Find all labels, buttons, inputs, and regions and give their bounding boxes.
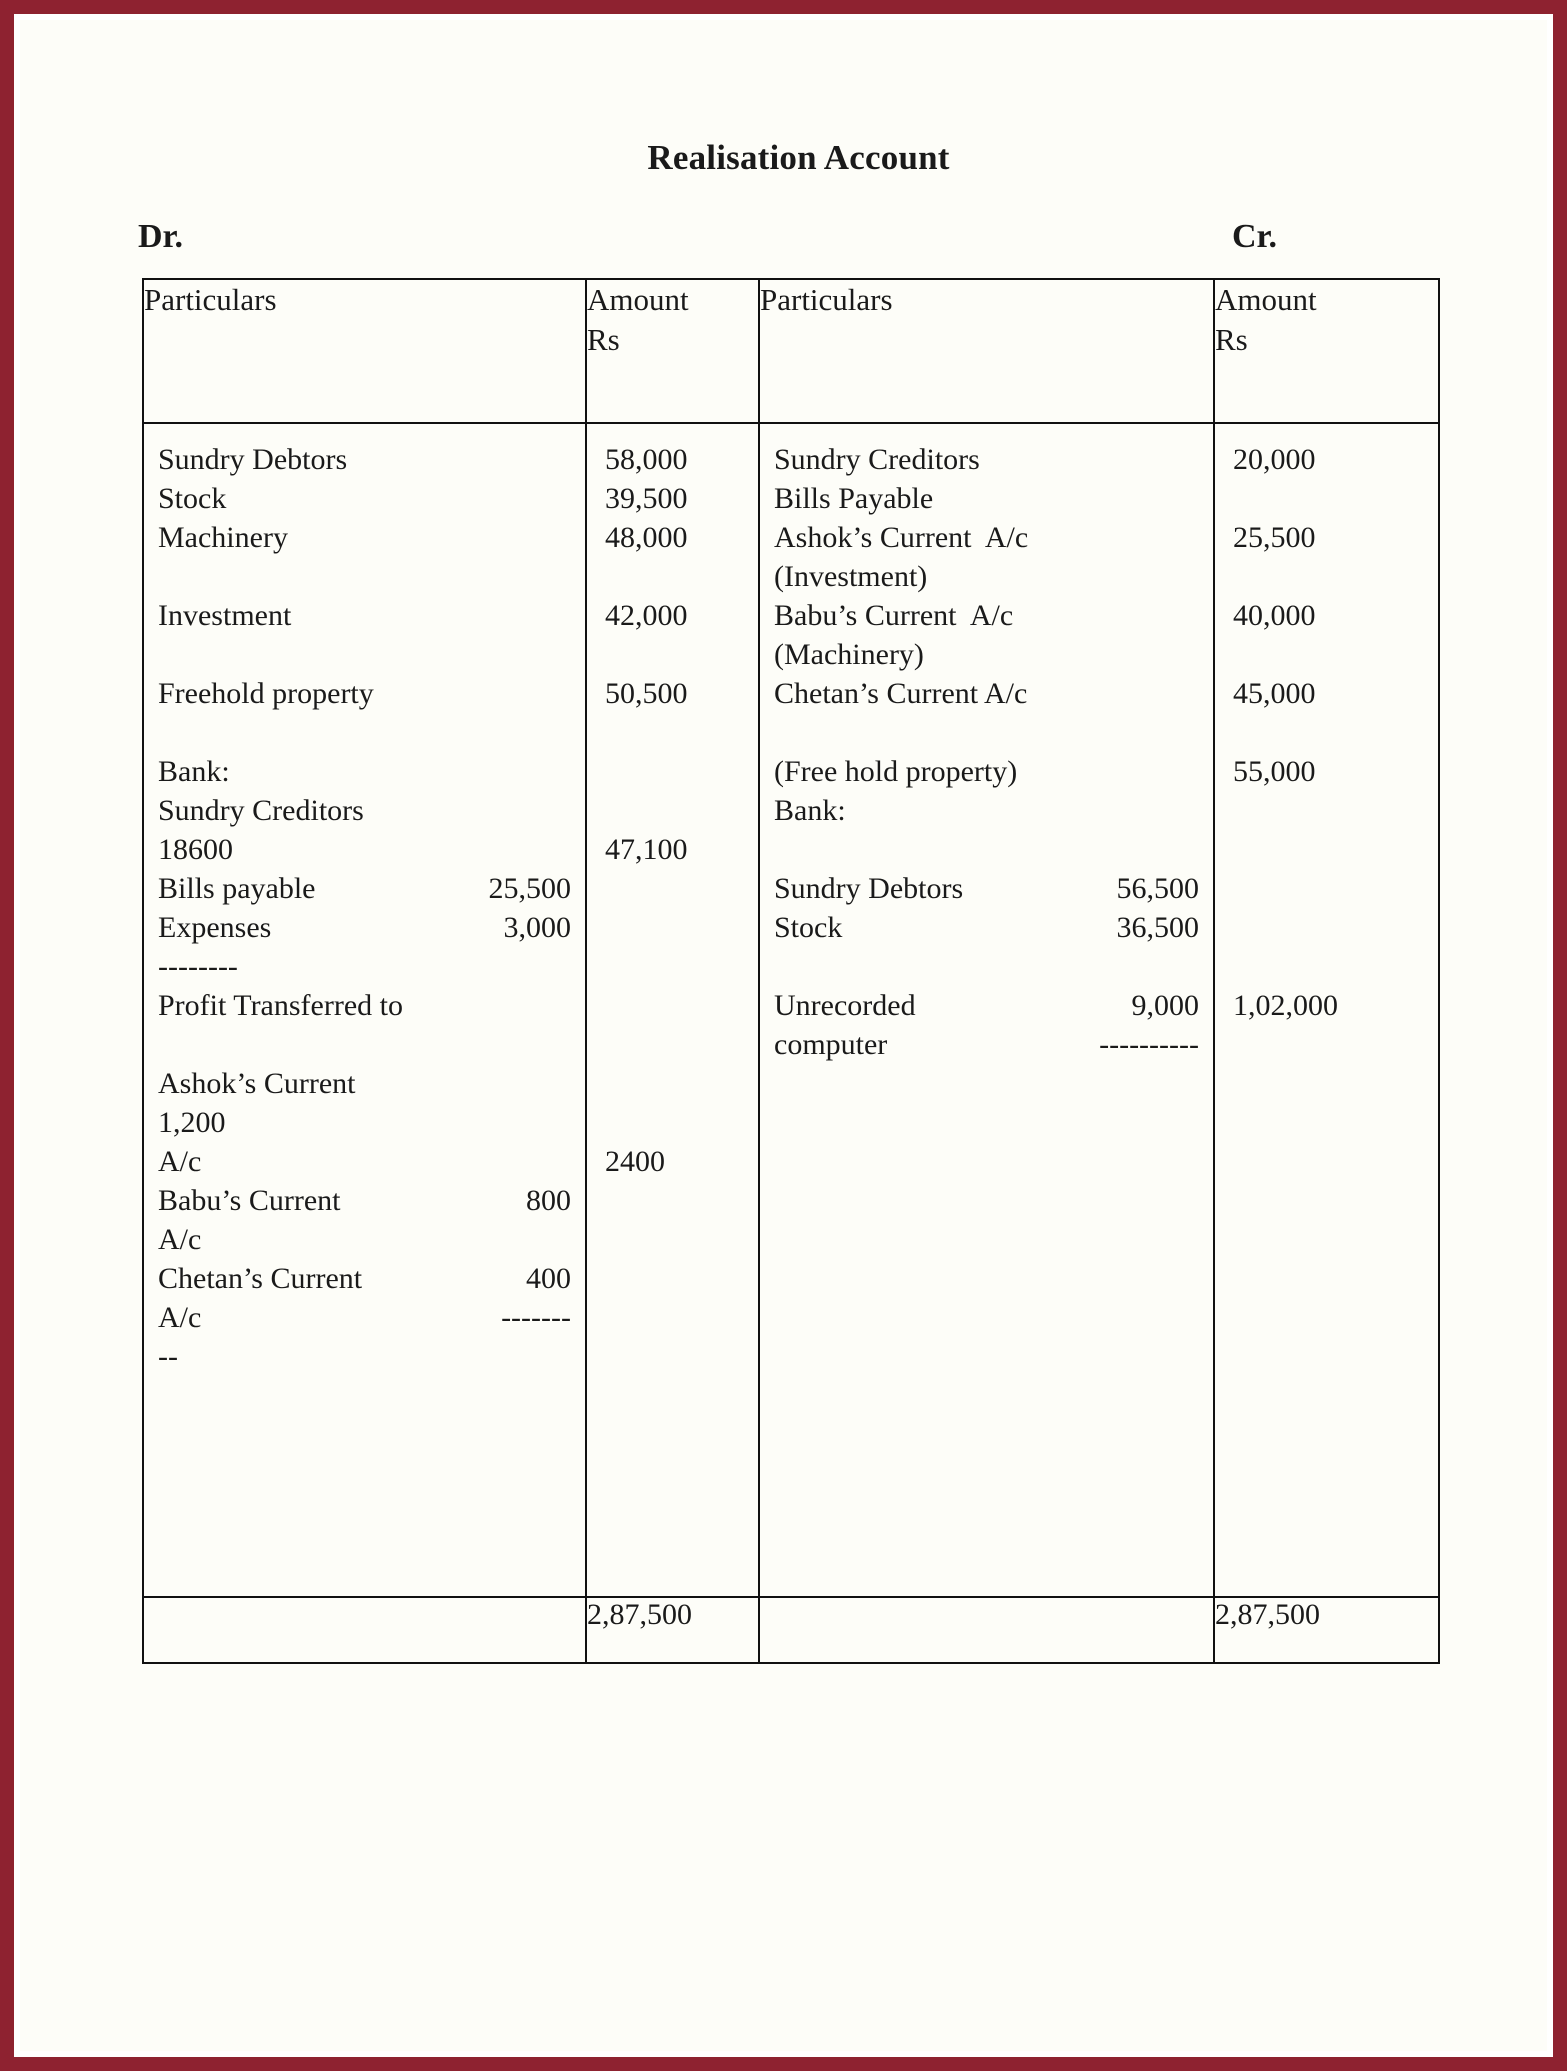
debit-line-pair (144, 1181, 585, 1221)
credit-line-pair (760, 908, 1213, 948)
credit-line-pair-label: Unrecorded (774, 989, 916, 1022)
debit-line: Stock (158, 482, 227, 515)
debit-line-pair-label: Bills payable (158, 872, 316, 905)
debit-amount-list (587, 424, 758, 1596)
debit-line-pair-label: Expenses (158, 911, 272, 944)
debit-line-pair-value: 3,000 (503, 911, 571, 944)
credit-line-pair (760, 986, 1213, 1026)
credit-total-cell (1214, 1597, 1439, 1663)
credit-line-pair-label: computer (774, 1028, 888, 1061)
debit-line-pair-label: Chetan’s Current (158, 1262, 363, 1295)
credit-line: (Free hold property) (774, 755, 1018, 788)
credit-particulars-cell (759, 423, 1214, 1597)
page-title: Realisation Account (647, 138, 950, 177)
debit-amount-line: 50,500 (605, 677, 688, 710)
debit-total-cell (586, 1597, 759, 1663)
header-particulars-credit (759, 279, 1214, 423)
debit-total-value: 2,87,500 (587, 1598, 692, 1631)
debit-amount-cell (586, 423, 759, 1597)
debit-line-pair (144, 1298, 585, 1338)
realisation-account-table (142, 278, 1440, 1664)
credit-line-pair (760, 869, 1213, 909)
credit-total-particulars-cell (759, 1597, 1214, 1663)
debit-line: Freehold property (158, 677, 374, 710)
credit-line-pair-value: 56,500 (1116, 872, 1199, 905)
credit-line-pair (760, 1025, 1213, 1065)
credit-amount-cell (1214, 423, 1439, 1597)
debit-amount-line: 58,000 (605, 443, 688, 476)
credit-amount-line: 40,000 (1233, 599, 1316, 632)
credit-line: (Investment) (774, 560, 928, 593)
header-amount-debit-label: Amount (587, 282, 689, 317)
debit-line-pair-label: A/c (158, 1301, 202, 1334)
debit-total-particulars-cell (143, 1597, 586, 1663)
debit-line-pair-value: 25,500 (488, 872, 571, 905)
debit-line: 1,200 (158, 1106, 226, 1139)
credit-particulars-list (760, 424, 1213, 1596)
header-particulars-debit-label: Particulars (144, 282, 277, 317)
credit-line: (Machinery) (774, 638, 924, 671)
credit-line: Bank: (774, 794, 846, 827)
debit-side-label: Dr. (138, 218, 184, 255)
debit-line-pair (144, 1337, 585, 1377)
debit-line-pair-value: 400 (526, 1262, 571, 1295)
credit-total-value: 2,87,500 (1215, 1598, 1320, 1631)
credit-amount-line: 25,500 (1233, 521, 1316, 554)
credit-amount-list (1215, 424, 1438, 1596)
debit-line-pair-label: -- (158, 1340, 178, 1373)
debit-line-pair-value: ------- (501, 1301, 571, 1334)
header-amount-credit-currency: Rs (1215, 321, 1248, 357)
debit-amount-line: 47,100 (605, 833, 688, 866)
debit-line-pair (144, 908, 585, 948)
debit-amount-line: 39,500 (605, 482, 688, 515)
debit-line: 18600 (158, 833, 233, 866)
debit-particulars-list (144, 424, 585, 1596)
header-amount-credit (1214, 279, 1439, 423)
credit-amount-line: 45,000 (1233, 677, 1316, 710)
debit-line-pair-value: 800 (526, 1184, 571, 1217)
debit-rule-dashes: -------- (158, 950, 238, 983)
debit-line: Ashok’s Current (158, 1067, 356, 1100)
credit-line: Ashok’s Current A/c (774, 521, 1029, 554)
table-header-row (143, 279, 1439, 423)
credit-line-pair-label: Sundry Debtors (774, 872, 964, 905)
credit-amount-line: 55,000 (1233, 755, 1316, 788)
debit-line: Investment (158, 599, 292, 632)
header-amount-debit (586, 279, 759, 423)
header-particulars-debit (143, 279, 586, 423)
debit-line: Sundry Creditors (158, 794, 364, 827)
debit-amount-line: 42,000 (605, 599, 688, 632)
debit-line-pair-label: Babu’s Current (158, 1184, 341, 1217)
debit-line: Machinery (158, 521, 288, 554)
credit-line-pair-value: ---------- (1099, 1028, 1199, 1061)
credit-line-pair-label: Stock (774, 911, 843, 944)
credit-line-pair-value: 9,000 (1131, 989, 1199, 1022)
debit-particulars-cell (143, 423, 586, 1597)
debit-line: Profit Transferred to (158, 989, 403, 1022)
header-particulars-credit-label: Particulars (760, 282, 893, 317)
credit-side-label: Cr. (1232, 218, 1278, 255)
debit-line: Bank: (158, 755, 230, 788)
credit-line: Bills Payable (774, 482, 934, 515)
table-body-row (143, 423, 1439, 1597)
credit-line-pair-value: 36,500 (1116, 911, 1199, 944)
debit-amount-line: 48,000 (605, 521, 688, 554)
header-amount-credit-label: Amount (1215, 282, 1317, 317)
header-amount-debit-currency: Rs (587, 321, 620, 357)
credit-line: Sundry Creditors (774, 443, 980, 476)
credit-line: Chetan’s Current A/c (774, 677, 1028, 710)
debit-line-pair (144, 869, 585, 909)
debit-line: A/c (158, 1145, 202, 1178)
debit-amount-line: 2400 (605, 1145, 665, 1178)
debit-line: Sundry Debtors (158, 443, 348, 476)
table-total-row (143, 1597, 1439, 1663)
debit-line-pair (144, 1259, 585, 1299)
debit-line: A/c (158, 1223, 202, 1256)
credit-amount-line: 1,02,000 (1233, 989, 1338, 1022)
credit-line: Babu’s Current A/c (774, 599, 1014, 632)
credit-amount-line: 20,000 (1233, 443, 1316, 476)
page-canvas (14, 14, 1553, 2057)
